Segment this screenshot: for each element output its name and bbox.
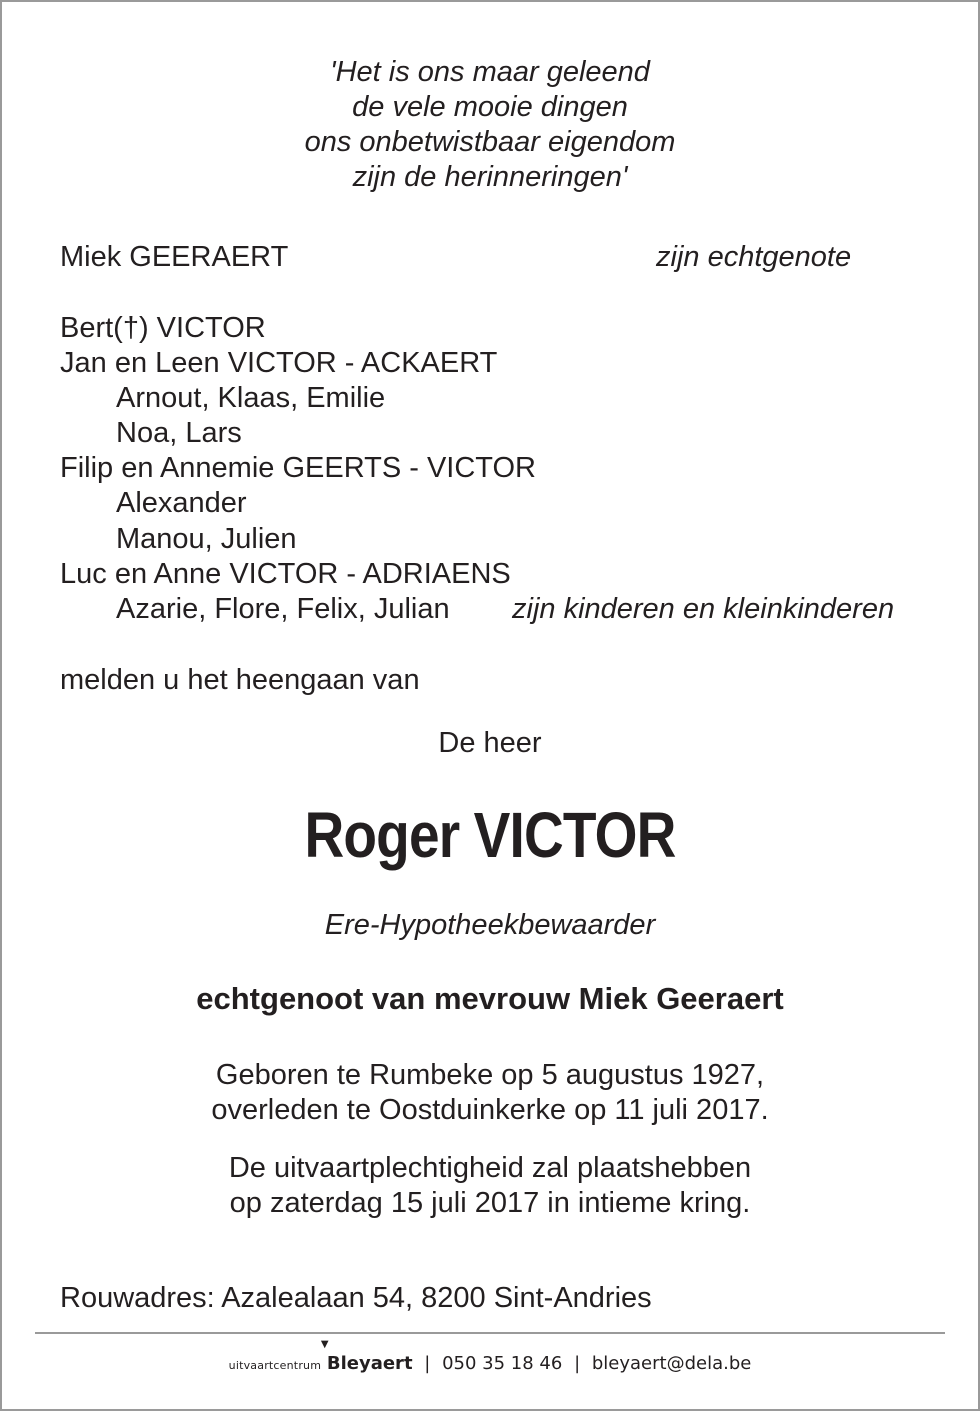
brand-prefix: uitvaartcentrum bbox=[228, 1359, 322, 1372]
poem-line: ons onbetwistbaar eigendom bbox=[304, 126, 676, 158]
grandchildren-line: Azarie, Flore, Felix, Julian bbox=[116, 593, 450, 625]
deceased-name: Roger VICTOR bbox=[304, 799, 676, 871]
separator: | bbox=[424, 1353, 431, 1374]
triangle-icon: ▼ bbox=[320, 1339, 329, 1350]
email-address: bleyaert@dela.be bbox=[591, 1353, 752, 1374]
spouse-role: zijn echtgenote bbox=[656, 241, 852, 273]
deceased-title: Ere-Hypotheekbewaarder bbox=[324, 909, 656, 941]
poem-line: zijn de herinneringen' bbox=[352, 161, 628, 193]
brand-name: Bleyaert bbox=[326, 1353, 413, 1374]
children-role: zijn kinderen en kleinkinderen bbox=[512, 593, 895, 625]
birth-line: Geboren te Rumbeke op 5 augustus 1927, bbox=[215, 1059, 765, 1091]
ceremony-line: op zaterdag 15 juli 2017 in intieme kring. bbox=[229, 1187, 751, 1219]
grandchildren-line: Arnout, Klaas, Emilie bbox=[116, 382, 386, 414]
phone-number: 050 35 18 46 bbox=[442, 1353, 563, 1374]
footer bbox=[0, 1339, 980, 1378]
separator: | bbox=[574, 1353, 581, 1374]
address: Rouwadres: Azalealaan 54, 8200 Sint-Andries bbox=[60, 1282, 652, 1314]
great-grandchildren-line: Manou, Julien bbox=[116, 523, 297, 555]
death-line: overleden te Oostduinkerke op 11 juli 2017. bbox=[211, 1094, 769, 1126]
poem bbox=[0, 55, 980, 195]
ceremony-line: De uitvaartplechtigheid zal plaatshebben bbox=[228, 1152, 752, 1184]
spouse-of-line: echtgenoot van mevrouw Miek Geeraert bbox=[196, 981, 784, 1016]
poem-line: 'Het is ons maar geleend bbox=[330, 56, 650, 88]
spouse-name: Miek GEERAERT bbox=[60, 241, 289, 273]
poem-line: de vele mooie dingen bbox=[352, 91, 628, 123]
grandchildren-line: Alexander bbox=[116, 487, 247, 519]
announcement: melden u het heengaan van bbox=[60, 664, 420, 696]
brand-logo bbox=[320, 1339, 413, 1374]
footer-divider bbox=[35, 1332, 945, 1334]
child-line: Filip en Annemie GEERTS - VICTOR bbox=[60, 452, 536, 484]
salutation: De heer bbox=[438, 727, 542, 759]
child-line: Jan en Leen VICTOR - ACKAERT bbox=[60, 347, 498, 379]
great-grandchildren-line: Noa, Lars bbox=[116, 417, 242, 449]
child-line: Luc en Anne VICTOR - ADRIAENS bbox=[60, 558, 511, 590]
child-line: Bert(†) VICTOR bbox=[60, 312, 266, 344]
